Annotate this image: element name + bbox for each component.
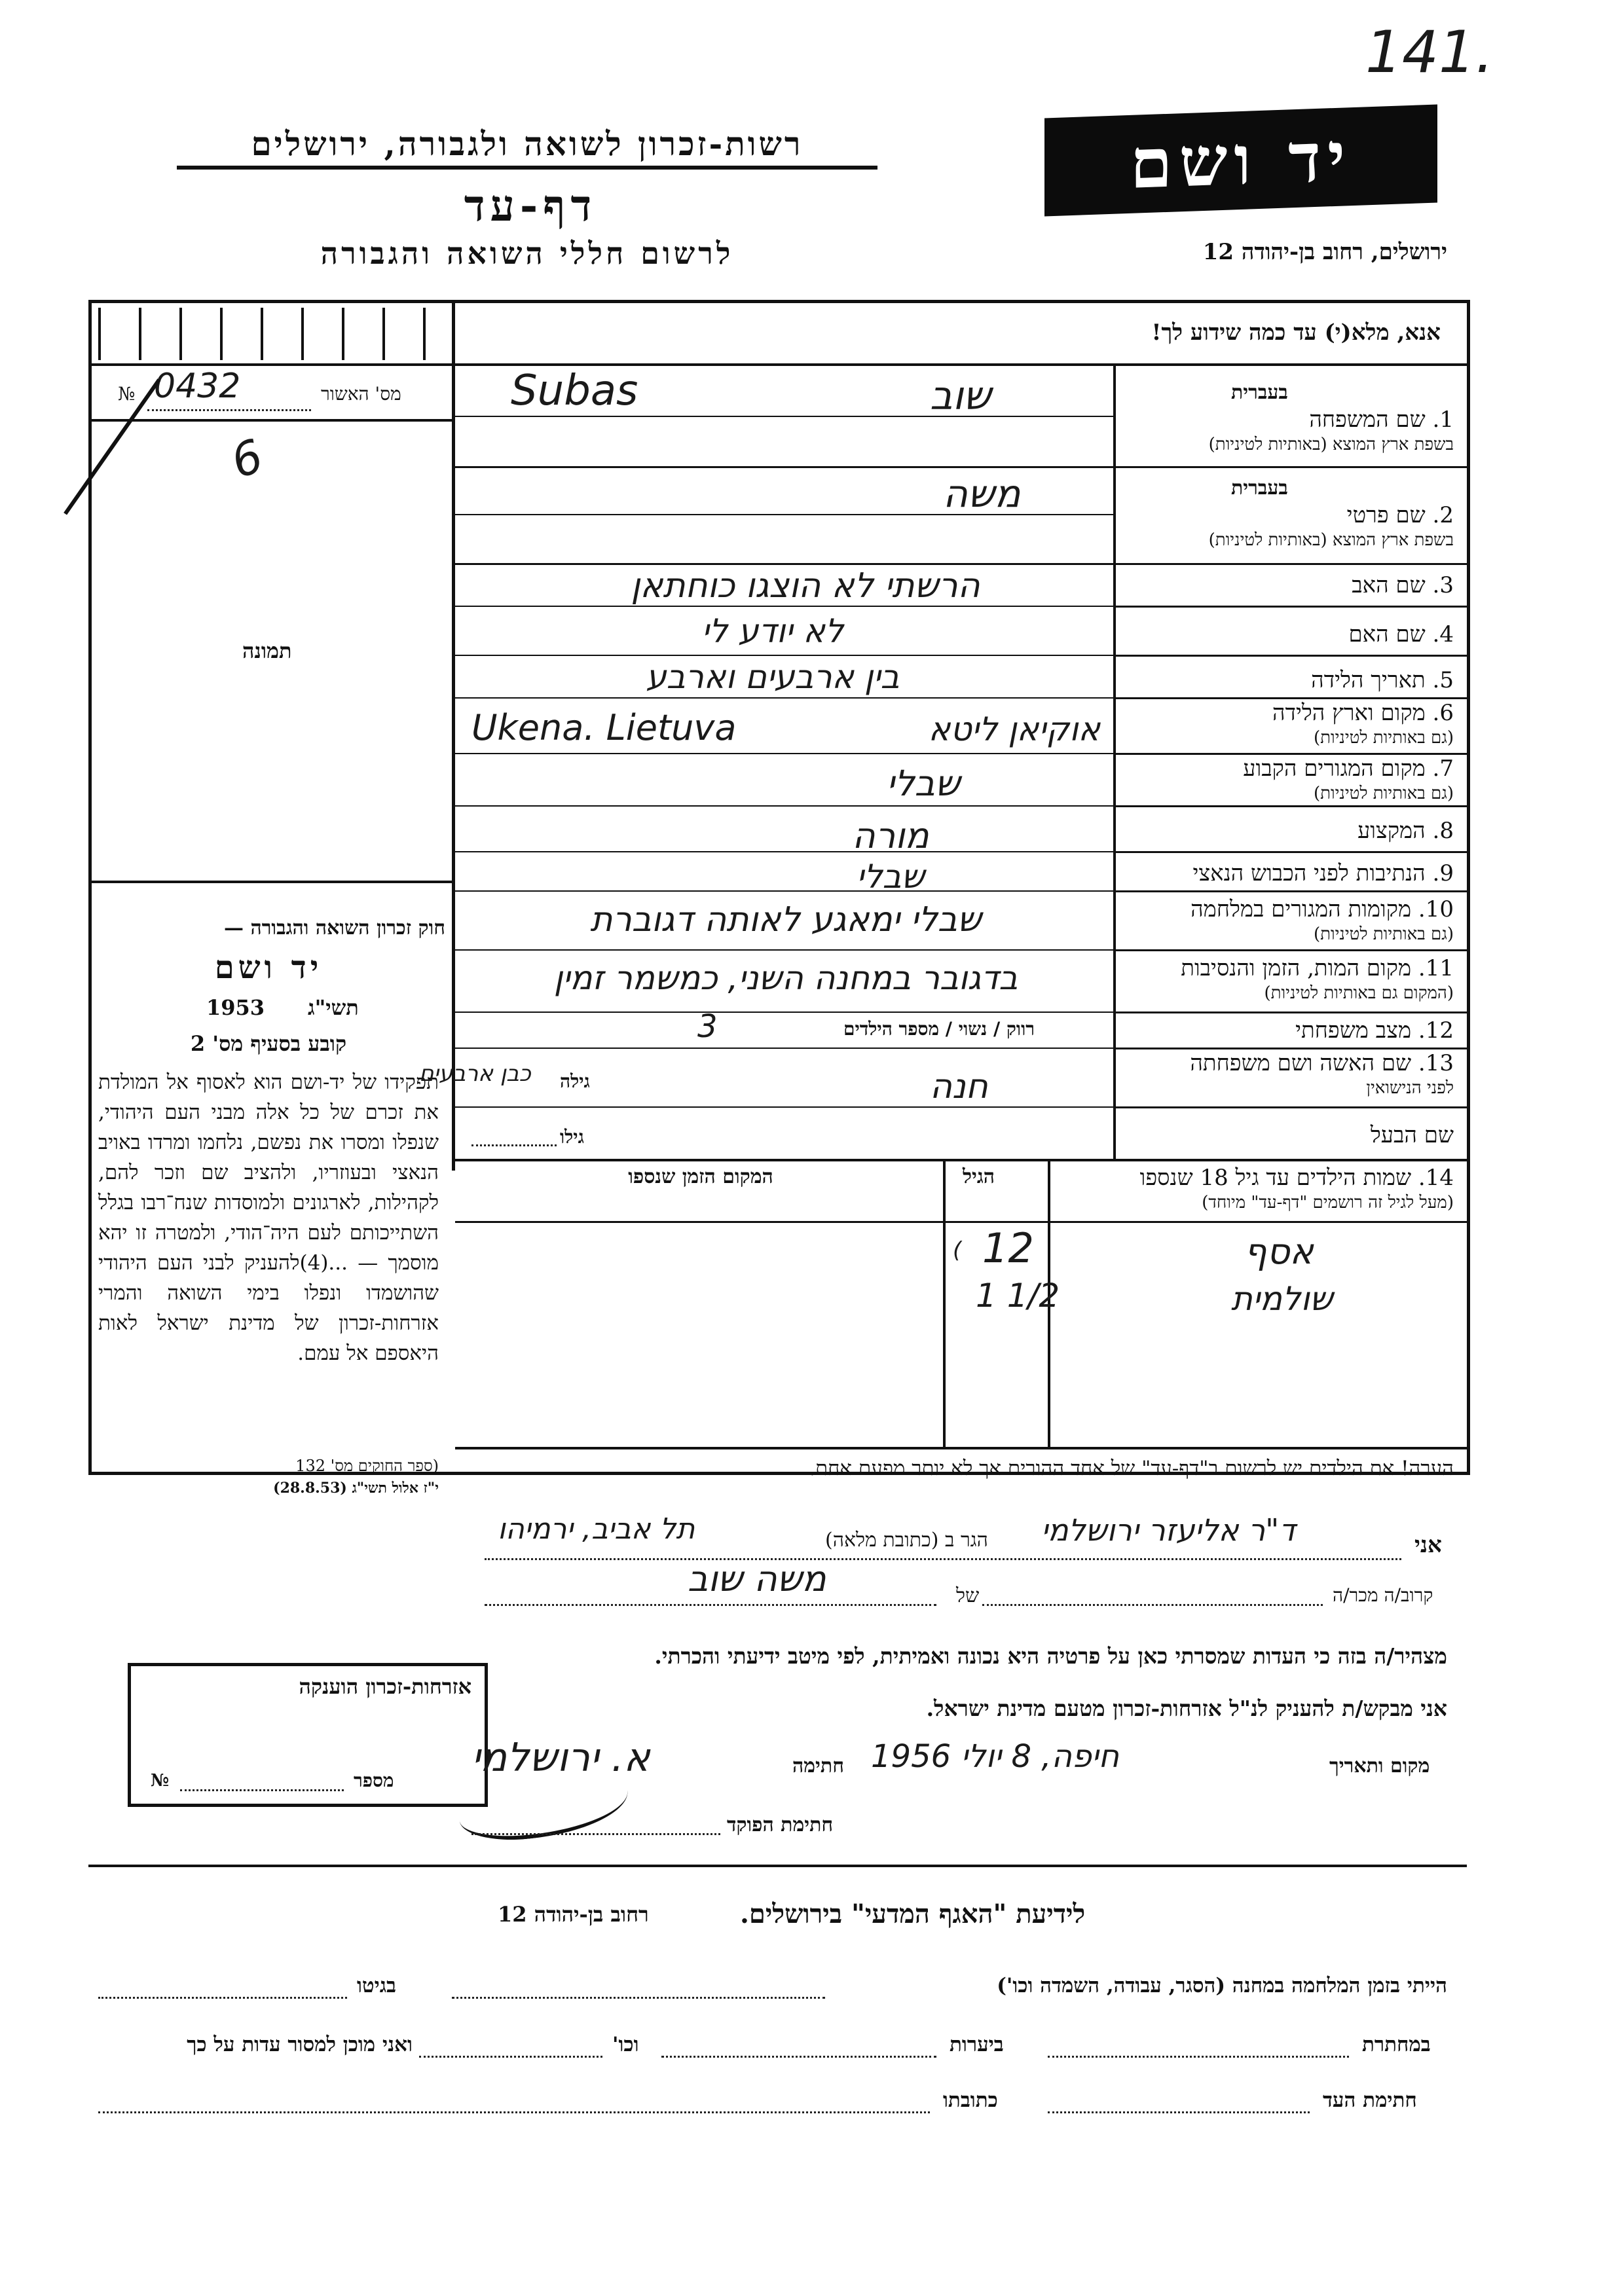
citizenship-box: [128, 1663, 488, 1807]
footer-line2-c: וכו': [612, 2033, 639, 2056]
field-1-label: [1120, 407, 1454, 457]
surname-he-value[interactable]: שוב: [930, 373, 991, 419]
field-14-name: שמות הילדים עד גיל 18 שנספו: [1139, 1165, 1412, 1191]
org-line: רשות-זכרון לשואה ולגבורה, ירושלים: [177, 124, 877, 170]
field-5-num: 5.: [1432, 667, 1454, 693]
declaration-text: מצהיר/ה בזה כי העדות שמסרתי כאן על פרטיה היא נכונה ואמיתית, לפי מיטב ידיעתי והכרתי.: [654, 1643, 1447, 1669]
field-13-num: 13.: [1418, 1050, 1454, 1076]
law-source-2: י"ז אלול תשי"ג (28.8.53): [273, 1480, 439, 1497]
field-6-num: 6.: [1432, 700, 1454, 726]
field-11-label: [1120, 956, 1454, 1006]
footer-line3-a: חתימת העד: [1323, 2088, 1417, 2112]
law-title: חוק זכרון השואה והגבורה —: [224, 917, 445, 939]
field-7-name: מקום המגורים הקבוע: [1243, 756, 1426, 782]
approval-label: מס' האשור: [321, 383, 401, 405]
field-13-sub: לפני הנישואין: [1366, 1078, 1454, 1098]
footer-heading: לידיעת "האגף המדעי" בירושלים.: [740, 1899, 1086, 1929]
age-header: הגיל: [963, 1165, 995, 1188]
officer-label: חתימת הפוקד: [727, 1813, 834, 1836]
field-5-label: [1120, 668, 1454, 693]
field-7-label: [1120, 756, 1454, 806]
field-9-name: הנתיבות לפני הכבוש הנאצי: [1192, 860, 1426, 886]
field-8-label: [1120, 818, 1454, 843]
field-4-name: שם האם: [1348, 621, 1426, 647]
birthplace-latin-value[interactable]: Ukena. Lietuva: [471, 707, 737, 748]
field-1-sub: בשפת ארץ המוצא (באותיות לטיניות): [1208, 435, 1454, 454]
note-text: הערה! את הילדים יש לרשום ב"דף-עד" של אחד ההורים אך לא יותר מפעם אחת.: [809, 1457, 1454, 1480]
field-10-name: מקומות המגורים במלחמה: [1190, 896, 1412, 922]
footer-line2-d: ואני מוכן למסור עדות על כך: [187, 2033, 413, 2056]
field-11-num: 11.: [1418, 955, 1454, 981]
of-label: של: [956, 1584, 980, 1607]
spouse-age-label: גילה: [560, 1070, 590, 1092]
field-8-num: 8.: [1432, 818, 1454, 844]
signature-value[interactable]: א. ירושלמי: [471, 1735, 650, 1781]
law-year-he: תשי"ג: [308, 995, 359, 1020]
child-1-place[interactable]: (: [953, 1237, 962, 1264]
spouse-age-value[interactable]: כבן ארבעים: [419, 1061, 531, 1087]
footer-line3-b: כתובתו: [943, 2088, 998, 2112]
approval-no-prefix: №: [118, 383, 136, 405]
field-1-name: שם המשפחה: [1309, 407, 1426, 433]
hebrew-tag-2: בעברית: [1231, 477, 1288, 500]
field-14-num: 14.: [1418, 1165, 1454, 1191]
footer-line1-b: בגיטו: [357, 1974, 396, 1997]
wartime-residence-value[interactable]: שבלי ימאגע לאותה דגוברת: [590, 900, 982, 939]
child-2-name[interactable]: שולמית: [1231, 1280, 1333, 1318]
marital-options: רווק / נשוי / מספר הילדים: [843, 1018, 1035, 1040]
yad-vashem-logo: [1044, 105, 1437, 217]
law-source: (ספר החוקים מס' 132: [295, 1457, 439, 1475]
law-title-2: יד ושם: [214, 949, 323, 986]
field-1-num: 1.: [1432, 407, 1454, 433]
footer-line1-a: הייתי בזמן המלחמה במחנה (הסגר, עבודה, השמדה וכו'): [997, 1974, 1447, 1997]
signature-label: חתימה: [792, 1755, 844, 1777]
residence-value[interactable]: שבלי: [886, 763, 961, 804]
page-number: 141.: [1365, 18, 1494, 86]
field-12-name: מצב משפחתי: [1295, 1017, 1412, 1044]
field-14-sub: (מעל לגיל זה רושמים "דף-עד" מיוחד): [1202, 1193, 1454, 1212]
field-4-label: [1120, 622, 1454, 647]
field-12-label: [1120, 1018, 1454, 1043]
profession-value[interactable]: מורה: [852, 815, 929, 856]
tick-marks: [98, 308, 439, 360]
field-2-name: שם פרטי: [1346, 502, 1426, 528]
photo-label: תמונה: [242, 638, 292, 663]
footer-line2-a: במחתרת: [1362, 2033, 1431, 2056]
relation-label: קרוב/ה מכר/ה: [1333, 1584, 1433, 1606]
field-6-sub: (גם באותיות לטיניות): [1313, 728, 1454, 748]
field-10-label: [1120, 897, 1454, 947]
field-2-num: 2.: [1432, 502, 1454, 528]
declarant-residing: הגר ב (כתובת מלאה): [825, 1529, 988, 1552]
field-14-label: [1054, 1165, 1454, 1215]
children-count-value[interactable]: 3: [697, 1008, 718, 1045]
pre-occupation-value[interactable]: שבלי: [857, 858, 925, 896]
hebrew-tag-1: בעברית: [1231, 381, 1288, 404]
field-7-num: 7.: [1432, 756, 1454, 782]
field-11-name: מקום המות, הזמן והנסיבות: [1181, 955, 1412, 981]
husband-label: שם הבעל: [1370, 1122, 1454, 1148]
field-7-sub: (גם באותיות לטיניות): [1313, 784, 1454, 803]
husband-age-label: גילו: [560, 1126, 584, 1148]
field-2-label: [1120, 503, 1454, 553]
citizenship-number-label: מספר: [354, 1770, 394, 1791]
field-13-label: [1120, 1051, 1454, 1101]
spouse-name-value[interactable]: חנה: [930, 1067, 988, 1106]
child-1-age[interactable]: 12: [982, 1224, 1034, 1272]
law-clause: קובע בסעיף מס' 2: [190, 1031, 347, 1056]
surname-latin-value[interactable]: Subas: [511, 367, 638, 415]
of-value[interactable]: משה שוב: [688, 1558, 826, 1599]
field-3-name: שם האב: [1352, 572, 1426, 598]
field-5-name: תאריך הלידה: [1311, 667, 1426, 693]
field-11-sub: (המקום גם באותיות לטיניות): [1264, 983, 1454, 1003]
father-value[interactable]: הרשתי לא הוצגו כוחתאן: [631, 566, 980, 606]
place-date-label: מקום ותאריך: [1329, 1755, 1430, 1777]
field-6-name: מקום וארץ הלידה: [1272, 700, 1426, 726]
declarant-name[interactable]: ד"ר אליעזר ירושלמי: [1041, 1512, 1296, 1548]
approval-mark: 6: [224, 428, 270, 490]
field-2-sub: בשפת ארץ המוצא (באותיות לטיניות): [1208, 530, 1454, 550]
field-6-label: [1120, 701, 1454, 750]
birthplace-he-value[interactable]: אוקיאן ליטא: [928, 710, 1100, 748]
request-text: אני מבקש/ת להעניק לנ"ל אזרחות-זכרון מטעם מדינת ישראל.: [926, 1696, 1447, 1721]
footer-line2-b: ביערות: [950, 2033, 1004, 2056]
child-2-age[interactable]: 1 1/2: [976, 1277, 1060, 1315]
law-year: 1953: [206, 995, 265, 1020]
declarant-ani: אני: [1414, 1532, 1442, 1558]
mother-value[interactable]: לא יודע לי: [701, 612, 844, 650]
child-1-name[interactable]: אסף: [1244, 1231, 1314, 1272]
approval-number[interactable]: 0432: [154, 367, 241, 406]
declarant-address[interactable]: תל אביב, ירמיהו: [498, 1512, 695, 1546]
place-header: המקום הזמן שנספו: [628, 1165, 773, 1188]
header-address: ירושלים, רחוב בן-יהודה 12: [1202, 239, 1447, 265]
field-3-label: [1120, 573, 1454, 598]
death-place-value[interactable]: בדגובר במחנה השני, כמשמר זמין: [553, 959, 1018, 997]
field-9-num: 9.: [1432, 860, 1454, 886]
field-3-num: 3.: [1432, 572, 1454, 598]
field-4-num: 4.: [1432, 621, 1454, 647]
field-10-sub: (גם באותיות לטיניות): [1313, 924, 1454, 944]
form-subtitle: לרשום חללי השואה והגבורה: [320, 236, 734, 271]
citizenship-no: №: [151, 1771, 170, 1791]
field-10-num: 10.: [1418, 896, 1454, 922]
field-9-label: [1120, 861, 1454, 886]
firstname-he-value[interactable]: משה: [943, 471, 1021, 516]
logo-text: יד ושם: [1130, 116, 1352, 204]
birthdate-value[interactable]: בין ארבעים וארבע: [646, 658, 900, 696]
form-title: דף-עד: [464, 180, 597, 231]
place-date-value[interactable]: חיפה, 8 יולי 1956: [871, 1738, 1119, 1775]
citizenship-title: אזרחות-זכרון הוענקה: [299, 1674, 471, 1699]
field-13-name: שם האשה ושם משפחתה: [1190, 1050, 1412, 1076]
field-8-name: המקצוע: [1357, 818, 1426, 844]
footer-heading-address: רחוב בן-יהודה 12: [498, 1902, 649, 1927]
law-text: תפקידו של יד-ושם הוא לאסוף אל המולדת את זכרם של כל אלה מבני העם היהודי, שנפלו ומסרו את נפשם, נלחמו ומרדו באויב הנאצי ובעוזריו, ולהציב שם וזכר להם, לקהילות, לארגונים ולמוסדות שנח־רבו בגלל השתייכותם לעם היה־הודי, ולמטרה זו יהא מוסמך — ...(4)להעניק לבני העם היהודי שהושמדו ונפלו בימי השואה והמרי אזרחות-זכרון של מדינת ישראל לאות היאספם אל עמם.: [98, 1070, 439, 1365]
field-12-num: 12.: [1418, 1017, 1454, 1044]
plea-text: אנא, מלא(י) עד כמה שידוע לך!: [1151, 319, 1441, 346]
